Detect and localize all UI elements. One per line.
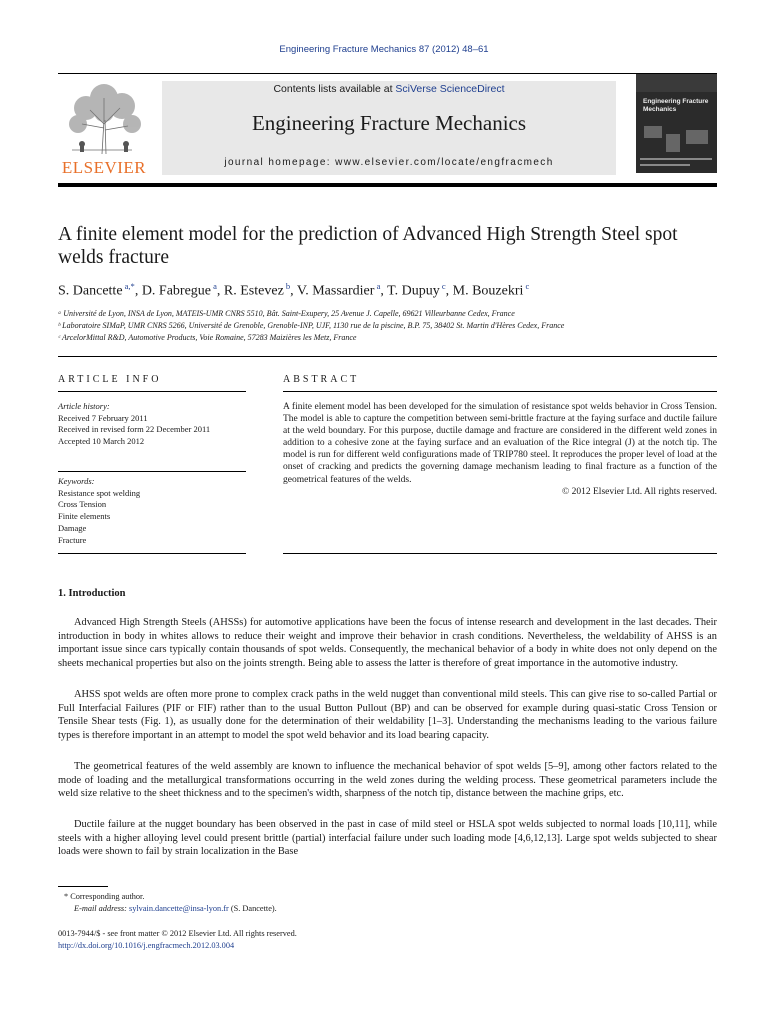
contents-prefix: Contents lists available at xyxy=(273,83,396,95)
footnote-rule xyxy=(58,886,108,887)
abstract-rule xyxy=(283,391,717,392)
history-rule xyxy=(58,471,246,472)
affiliation-a: ᵃ Université de Lyon, INSA de Lyon, MATEIS-UMR CNRS 5510, Bât. Saint-Exupery, 25 Avenue J. Capelle, 69621 Villeurbanne Cedex, France xyxy=(58,309,515,318)
body-paragraph-3: The geometrical features of the weld assembly are known to influence the mechanical behavior of spot welds [5–9], among other factors related to the mode of loading and the metallurgical transformations occurring in the weld zones during the welding process. These geometrical parameters include the weld size relative to the sheet thickness and to the specimen's width, sharpness of the notch tip, distance between the machine grips, etc. xyxy=(58,761,717,800)
author-affiliation-marker[interactable]: c xyxy=(439,281,446,291)
author-list: S. Dancette $^{a,*}$, D. Fabregue $^a$, R. Estevez $^b$, V. Massardier $^a$, T. Dupuy $^c$, M. Bouzekri $^c$ xyxy=(58,281,530,299)
journal-cover-image xyxy=(636,74,717,173)
abstract-end-rule xyxy=(283,553,717,554)
history-received: Received 7 February 2011 xyxy=(58,412,148,423)
history-revised: Received in revised form 22 December 2011 xyxy=(58,424,211,435)
email-link[interactable]: sylvain.dancette@insa-lyon.fr xyxy=(129,904,229,913)
front-matter-line: 0013-7944/$ - see front matter © 2012 Elsevier Ltd. All rights reserved. xyxy=(58,929,297,938)
email-label: E-mail address: xyxy=(74,904,129,913)
keywords-rule xyxy=(58,553,246,554)
article-history xyxy=(58,401,258,448)
journal-banner xyxy=(162,81,616,175)
keyword-item: Finite elements xyxy=(58,511,111,522)
article-info-heading: ARTICLE INFO xyxy=(58,374,162,385)
contents-line xyxy=(162,83,616,95)
abstract-body xyxy=(283,401,717,498)
email-suffix: (S. Dancette). xyxy=(228,904,277,913)
keyword-item: Cross Tension xyxy=(58,499,107,510)
history-label: Article history: xyxy=(58,401,110,411)
article-title: A finite element model for the prediction of Advanced High Strength Steel spot welds fracture xyxy=(58,224,678,268)
author-affiliation-marker[interactable]: a xyxy=(374,281,381,291)
keyword-item: Resistance spot welding xyxy=(58,487,141,498)
email-line xyxy=(74,903,277,914)
author-affiliation-marker[interactable]: c xyxy=(523,281,530,291)
abstract-copyright: © 2012 Elsevier Ltd. All rights reserved. xyxy=(562,486,717,497)
body-paragraph-1: Advanced High Strength Steels (AHSSs) for automotive applications have been the focus of intense research and development in the last decades. Their introduction in body in whites allows to reduce their weight and improve their behavior in crash conditions. Nevertheless, the weldability of AHSS is an important issue since cars typically contain thousands of spot welds. Consequently, the mechanical behavior of a body in white does not only depend on the sheets mechanical properties but also on the joints strength. Being able to assess the latter is therefore of great importance in the automotive industry. xyxy=(58,617,717,670)
author-name: V. Massardier xyxy=(296,283,375,299)
author-name: T. Dupuy xyxy=(387,283,440,299)
cover-title: Engineering Fracture Mechanics xyxy=(643,98,709,113)
abstract-heading: ABSTRACT xyxy=(283,374,360,385)
author-affiliation-marker[interactable]: b xyxy=(283,281,291,291)
keyword-item: Damage xyxy=(58,522,87,533)
history-accepted: Accepted 10 March 2012 xyxy=(58,436,145,447)
elsevier-wordmark: ELSEVIER xyxy=(61,158,147,177)
body-paragraph-4: Ductile failure at the nugget boundary has been observed in the past in case of mild steel or HSLA spot welds subjected to normal loads [10,11], while steels with a higher alloying level could present brittle (partial) interfacial failure under such loading mode [4,6,12,13]. Large spot welds subjected to shear loads were shown to fail by strain localization in the Base xyxy=(58,819,717,858)
corresponding-author-note: * Corresponding author. xyxy=(64,892,145,901)
sciencedirect-link[interactable]: SciVerse ScienceDirect xyxy=(395,83,505,95)
author-affiliation-marker[interactable]: a,* xyxy=(122,281,135,291)
abstract-text: A finite element model has been developed for the simulation of resistance spot welds behavior in Cross Tension. The model is able to capture the competition between semi-brittle fracture at the faying surface and ductile failure at the weld boundary. For this purpose, ductile damage and fracture are considered in the different weld zones in addition to a cohesive zone at the faying surface and an evaluation of the Rice integral (J) at the notch tip. The model is run for different weld configurations made of TRIP780 steel. It reproduces the proper level of load at the onset of cracking and predicts the governing damage mechanism leading to final fracture as a function of the geometrical features of the welds. xyxy=(283,402,717,485)
elsevier-tree-icon xyxy=(62,80,146,154)
author-affiliation-marker[interactable]: a xyxy=(211,281,217,291)
author-name: D. Fabregue xyxy=(141,283,212,299)
title-block-rule xyxy=(58,356,717,357)
body-paragraph-2: AHSS spot welds are often more prone to complex crack paths in the weld nugget than conventional mild steels. This can give rise to so-called Partial or Full Interfacial Failures (PIF or FIF) rather than to the usual Button Pullout (BP) and can be observed for example during quasi-static Cross Tension or Tensile Shear tests (Fig. 1), as usually done for the determination of their weldability [1–3]. Understanding the mechanisms leading to the various failure types is therefore important in an attempt to model the spot weld behavior and its load bearing capacity. xyxy=(58,689,717,742)
journal-citation[interactable]: Engineering Fracture Mechanics 87 (2012) 48–61 xyxy=(279,44,489,55)
article-info-rule xyxy=(58,391,246,392)
elsevier-logo xyxy=(58,78,150,178)
header-thick-rule xyxy=(58,183,717,187)
keyword-item: Fracture xyxy=(58,534,87,545)
doi-link[interactable]: http://dx.doi.org/10.1016/j.engfracmech.2012.03.004 xyxy=(58,941,235,950)
affiliation-c: ᶜ ArcelorMittal R&D, Automotive Products, Voie Romaine, 57283 Maizières les Metz, France xyxy=(58,333,357,342)
author-name: M. Bouzekri xyxy=(452,283,524,299)
journal-title: Engineering Fracture Mechanics xyxy=(251,111,527,135)
author-name: R. Estevez xyxy=(223,283,284,299)
header-divider xyxy=(58,73,717,74)
affiliation-b: ᵇ Laboratoire SIMaP, UMR CNRS 5266, Université de Grenoble, Grenoble-INP, UJF, 1130 rue de la piscine, B.P. 75, 38402 St. Martin d'Hères Cedex, France xyxy=(58,321,565,330)
keywords-label: Keywords: xyxy=(58,476,95,486)
section-heading-introduction: 1. Introduction xyxy=(58,588,126,599)
journal-homepage[interactable]: journal homepage: www.elsevier.com/locate/engfracmech xyxy=(224,157,554,168)
author-name: S. Dancette xyxy=(58,283,123,299)
keywords xyxy=(58,476,258,546)
cover-art-icon xyxy=(636,74,717,173)
